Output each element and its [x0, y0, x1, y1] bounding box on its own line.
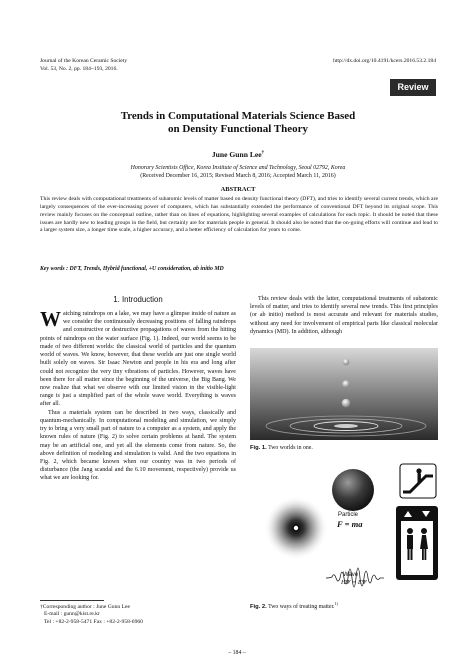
intro-paragraph-1 — [40, 307, 236, 409]
title-line-2: on Density Functional Theory — [167, 123, 309, 135]
keywords: Key words : DFT, Trends, Hybrid functional, +U consideration, ab initio MD — [40, 266, 224, 272]
raindrop — [342, 380, 350, 388]
fig1-caption-text: Two worlds in one. — [268, 445, 313, 451]
left-column — [40, 307, 236, 483]
fig2-caption — [250, 601, 338, 610]
particle-sphere — [332, 469, 374, 511]
footnote-corresponding: †Corresponding author : June Gunn Lee — [40, 604, 130, 610]
raindrop — [343, 359, 350, 366]
elevator-sign-icon — [396, 506, 438, 580]
intro-paragraph-1-text: atching raindrops on a lake, we may have a glimpse inside of nature as we consider the continuously decreasing positions of falling raindrops and constructive or destructive propagations of waves from the hitting points of raindrops on the water surface (Fig. 1). Indeed, our world seems to be made of two different worlds: the classical world of particles and the quantum world of waves. We know, however, that these worlds are just one single world built solely on waves. Sir Isaac Newton and people in his era and long after could not recognize the very tiny vibrations of particles. However, waves have been there for all matter since the beginning of the universe, the Big Bang. We now realize that what we observe with our limited vision in the visible-light range is just a simplified part of the whole wave world. Everything is waves after all. — [40, 311, 236, 408]
paper-title — [60, 110, 416, 136]
particle-label: Particle — [338, 512, 359, 518]
right-column-paragraph: This review deals with the latter, computational treatments of subatomic levels of matter, and tries to identify several new trends. This first principles (or ab initio) method is most accurate and relevant for materials studies, without any need for involvement of empirical parts like classical molecular dynamics (MD). In addition, although — [250, 296, 438, 335]
doi-link[interactable]: http://dx.doi.org/10.4191/kcers.2016.53.2.184 — [333, 58, 436, 64]
particle-equation: F = ma — [337, 519, 363, 529]
fig1-raindrops-image — [250, 348, 438, 440]
section-title: 1. Introduction — [113, 295, 163, 304]
footnote-phone: Tel : +82-2-958-5471 Fax : +82-2-958-6960 — [44, 618, 143, 625]
author-line — [60, 150, 416, 159]
journal-volume: Vol. 53, No. 2, pp. 184~193, 2016. — [40, 66, 118, 72]
intro-paragraph-2: Thus a materials system can be described in two ways, classically and quantum-mechanically. In computational modeling and simulation, we simply try to bring a very small part of nature to a computer as a system, and apply the known rules of nature (Fig. 2) to solve certain problems at hand. The system may be an artificial one, and yet all the elements come from nature. So, the above definition of modeling and simulation is valid. And the two equations in Fig. 2, which became known when our country was in two periods of disturbance (the Jang scandal and the 6.10 movement, respectively) provide us what we are looking for. — [40, 409, 236, 482]
footnote-rule — [40, 600, 104, 601]
review-badge: Review — [390, 79, 436, 96]
footnote — [40, 604, 230, 626]
journal-name: Journal of the Korean Ceramic Society — [40, 58, 128, 64]
fig2-label: Fig. 2. — [250, 603, 267, 610]
author-mark: † — [261, 150, 265, 156]
wave-label: Wave — [343, 572, 359, 578]
affiliation-block — [40, 164, 436, 180]
fig2-ref: 1) — [334, 601, 338, 606]
escalator-sign-icon — [400, 464, 436, 498]
fig1-caption — [250, 445, 313, 451]
fig1-label: Fig. 1. — [250, 445, 267, 451]
fig2-caption-text: Two ways of treating matter. — [268, 603, 335, 610]
wave-equation: HΨ = EΨ — [341, 579, 367, 586]
received-dates: (Received December 16, 2015; Revised March 8, 2016; Accepted March 11, 2016) — [140, 173, 336, 179]
abstract-text: This review deals with computational treatments of subatomic levels of matter based on density functional theory (DFT), and tries to identify several current trends, which are largely consequences of the ever-increasing power of computers, which has substantially extended the performance of conventional DFT beyond its original scope. This review mainly focuses on the conceptual outline, rather than on lines of equations, highlighting several examples of calculations for each topic. It should be noted that these issues are hardly new to leading groups in the field, but certainly are for materials people in general. It should also be noted that the on-going efforts will continue and lead to a larger system size, a longer time scale, a higher accuracy, and a better efficiency of calculation for years to come. — [40, 196, 438, 234]
affiliation: Honorary Scientists Office, Korea Institute of Science and Technology, Seoul 02792, Korea — [130, 165, 346, 171]
raindrop — [342, 399, 351, 408]
footnote-email: E-mail : gunn@kist.re.kr — [44, 611, 100, 618]
title-line-1: Trends in Computational Materials Science Based — [120, 110, 356, 122]
author-name: June Gunn Lee — [211, 150, 262, 159]
drop-cap: W — [40, 307, 61, 331]
page-number: – 184 – — [228, 650, 246, 656]
abstract-heading: ABSTRACT — [220, 186, 256, 193]
